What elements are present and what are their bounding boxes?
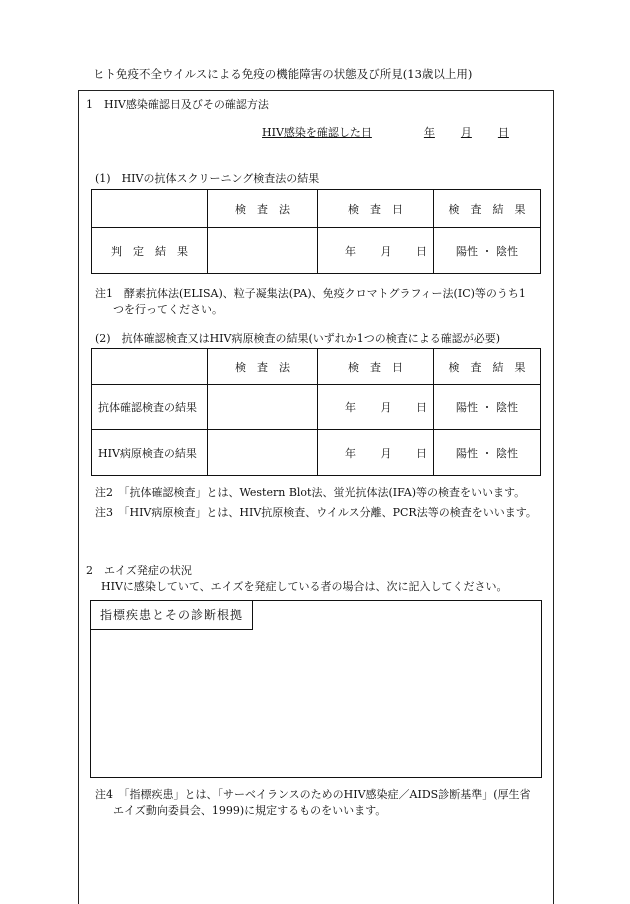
screening-result-cell[interactable]: 陽性 ・ 陰性 (434, 228, 541, 274)
section2-instruction: HIVに感染していて、エイズを発症している者の場合は、次に記入してください。 (101, 580, 508, 593)
note2: 注2 「抗体確認検査」とは、Western Blot法、蛍光抗体法(IFA)等の検査をいいます。 (95, 486, 526, 499)
note3: 注3 「HIV病原検査」とは、HIV抗原検査、ウイルス分離、PCR法等の検査をいいます。 (95, 506, 537, 519)
confirm-month: 月 (460, 126, 472, 139)
antibody-method-cell[interactable] (208, 385, 318, 430)
screening-date-cell[interactable]: 年 月 日 (318, 228, 434, 274)
antibody-row-label: 抗体確認検査の結果 (92, 385, 208, 430)
screening-header-blank (92, 190, 208, 228)
confirm-day: 日 (497, 126, 509, 139)
pathogen-result-cell[interactable]: 陽性 ・ 陰性 (434, 430, 541, 476)
confirm-col-date: 検 査 日 (318, 349, 434, 385)
confirmation-table (91, 348, 541, 476)
pathogen-method-cell[interactable] (208, 430, 318, 476)
page-title: ヒト免疫不全ウイルスによる免疫の機能障害の状態及び所見(13歳以上用) (93, 67, 473, 81)
indicator-disease-label: 指標疾患とその診断根拠 (91, 601, 253, 630)
screening-col-result: 検 査 結 果 (434, 190, 541, 228)
screening-col-date: 検 査 日 (318, 190, 434, 228)
screening-table (91, 189, 541, 274)
note1-line2: つを行ってください。 (113, 303, 223, 316)
pathogen-date-cell[interactable]: 年 月 日 (318, 430, 434, 476)
screening-method-cell[interactable] (208, 228, 318, 274)
section2-heading: 2 エイズ発症の状況 (86, 564, 192, 577)
confirm-col-result: 検 査 結 果 (434, 349, 541, 385)
note4-line2: エイズ動向委員会、1999)に規定するものをいいます。 (113, 804, 387, 817)
indicator-disease-box[interactable] (90, 600, 542, 778)
confirm-header-blank (92, 349, 208, 385)
confirm-year: 年 (423, 126, 435, 139)
antibody-date-cell[interactable]: 年 月 日 (318, 385, 434, 430)
note1-line1: 注1 酵素抗体法(ELISA)、粒子凝集法(PA)、免疫クロマトグラフィー法(IC)等のうち1 (95, 287, 526, 300)
antibody-result-cell[interactable]: 陽性 ・ 陰性 (434, 385, 541, 430)
sub2-heading: (2) 抗体確認検査又はHIV病原検査の結果(いずれか1つの検査による確認が必要) (95, 332, 501, 345)
screening-row-label: 判 定 結 果 (92, 228, 208, 274)
pathogen-row-label: HIV病原検査の結果 (92, 430, 208, 476)
confirm-col-method: 検 査 法 (208, 349, 318, 385)
section1-heading: 1 HIV感染確認日及びその確認方法 (86, 98, 269, 111)
screening-col-method: 検 査 法 (208, 190, 318, 228)
confirm-date-line[interactable] (262, 124, 509, 140)
confirm-date-label: HIV感染を確認した日 (262, 126, 372, 139)
note4-line1: 注4 「指標疾患」とは、「サーベイランスのためのHIV感染症／AIDS診断基準」(厚生省 (95, 788, 531, 801)
sub1-heading: (1) HIVの抗体スクリーニング検査法の結果 (95, 172, 320, 185)
